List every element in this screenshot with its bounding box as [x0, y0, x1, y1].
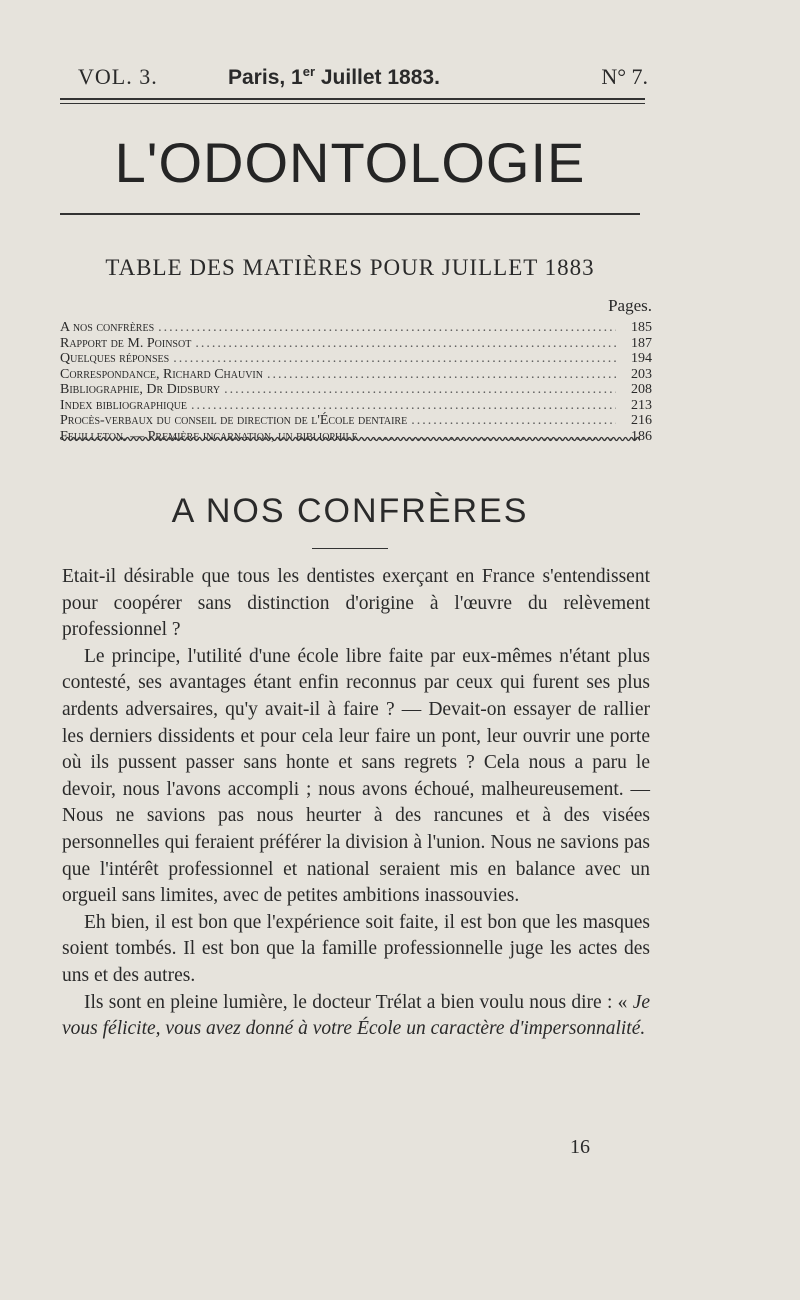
- toc-item-title: A nos confrères: [60, 320, 155, 335]
- toc-item: [60, 367, 652, 383]
- toc-item-page: 185: [631, 320, 652, 335]
- article-paragraph: Le principe, l'utilité d'une école libre faite par eux-mêmes n'étant plus contesté, ses avantages étant enfin reconnus par ceux qui furent ses plus ardents adversaires, qu'y avait-il à faire ? — Devait-on essayer de rallier les derniers dissidents et pour cela leur faire un pont, leur ouvrir une porte où ils pussent passer sans honte et sans regrets ? Cela nous a paru le devoir, nous l'avons accompli ; nous avons échoué, malheureusement. — Nous ne savions pas nous heurter à des rancunes et à des visées personnelles qui feraient préférer la division à l'union. Nous ne savions pas que l'intérêt professionnel et national seraient mis en balance avec un orgueil sans limites, avec de petites ambitions inassouvies.: [62, 645, 650, 907]
- toc-item-page: 203: [631, 366, 652, 382]
- toc-item-title: Rapport de M. Poinsot: [60, 335, 192, 351]
- toc-item-page: 194: [631, 351, 652, 366]
- toc-item-title: Quelques réponses: [60, 351, 170, 366]
- toc-item: [60, 413, 652, 429]
- toc-leader-dots: [158, 320, 616, 336]
- toc-item: [60, 320, 652, 336]
- toc-leader-dots: [224, 382, 616, 398]
- toc-item-title: Feuilleton. — Première incarnation, un bibliophile: [60, 428, 358, 444]
- volume-label: VOL. 3.: [78, 64, 158, 89]
- toc-item-page: 187: [631, 335, 652, 351]
- article-paragraph: Eh bien, il est bon que l'expérience soit faite, il est bon que les masques soient tombés. Il est bon que la famille professionnelle juge les actes des uns et des autres.: [62, 911, 650, 986]
- wavy-divider: [60, 435, 640, 443]
- toc-item-title: Procès-verbaux du conseil de direction de l'École dentaire: [60, 413, 408, 428]
- article-title-rule: [312, 548, 388, 549]
- page-number: 16: [570, 1136, 590, 1158]
- article-title: A NOS CONFRÈRES: [171, 492, 529, 530]
- masthead: [78, 64, 648, 94]
- issue-date: Paris, 1er Juillet 1883.: [228, 64, 440, 89]
- header-rule: [60, 98, 645, 104]
- toc-leader-dots: [195, 336, 616, 352]
- toc-item-page: 186: [631, 428, 652, 444]
- article-paragraph: Ils sont en pleine lumière, le docteur Trélat a bien voulu nous dire : « Je vous félicite, vous avez donné à votre École un caractère d'impersonnalité.: [62, 991, 650, 1040]
- toc-title: TABLE DES MATIÈRES POUR JUILLET 1883: [105, 255, 595, 280]
- quote: Je vous félicite, vous avez donné à votre École un caractère d'impersonnalité.: [62, 991, 650, 1040]
- toc-item: [60, 336, 652, 352]
- toc-item: [60, 351, 652, 367]
- toc-leader-dots: [191, 398, 616, 414]
- toc-item: [60, 398, 652, 414]
- journal-title: L'ODONTOLOGIE: [114, 131, 586, 194]
- issue-number: N° 7.: [601, 64, 648, 89]
- toc-item-page: 216: [631, 413, 652, 428]
- toc-item-page: 208: [631, 382, 652, 397]
- article-body: [62, 564, 650, 1043]
- toc-leader-dots: [267, 367, 616, 383]
- toc-leader-dots: [173, 351, 616, 367]
- toc-item-title: Index bibliographique: [60, 397, 188, 413]
- toc-list: [60, 320, 652, 444]
- toc-item-title: Bibliographie, Dr Didsbury: [60, 382, 221, 397]
- toc-pages-label: Pages.: [608, 296, 652, 315]
- toc-item-title: Correspondance, Richard Chauvin: [60, 366, 263, 382]
- toc-item-page: 213: [631, 397, 652, 413]
- toc-leader-dots: [411, 413, 616, 429]
- article-paragraph: Etait-il désirable que tous les dentistes exerçant en France s'entendissent pour coopérer sans distinction d'origine à l'œuvre du relèvement professionnel ?: [62, 566, 650, 641]
- title-rule: [60, 213, 640, 215]
- toc-item: [60, 382, 652, 398]
